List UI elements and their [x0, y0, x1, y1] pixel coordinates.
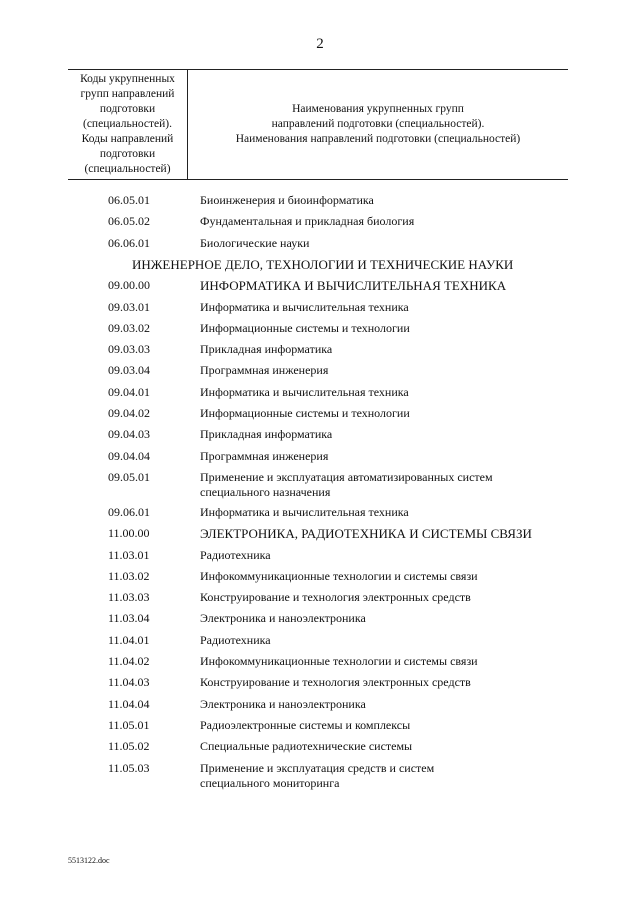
row-code: 11.00.00	[108, 526, 150, 541]
row-name	[200, 548, 545, 563]
row-code: 11.03.04	[108, 611, 150, 626]
row-name-line: Фундаментальная и прикладная биология	[200, 214, 415, 229]
row-name	[200, 505, 545, 520]
header-name-line: направлений подготовки (специальностей).	[271, 118, 485, 130]
row-name-line: Информационные системы и технологии	[200, 320, 410, 335]
row-name-line: ИНЖЕНЕРНОЕ ДЕЛО, ТЕХНОЛОГИИ И ТЕХНИЧЕСКИЕ НАУКИ	[132, 256, 514, 272]
row-name-line: Конструирование и технология электронных средств	[200, 590, 471, 605]
row-name	[200, 300, 545, 315]
row-code: 11.05.03	[108, 760, 150, 775]
row-code: 09.04.01	[108, 384, 150, 399]
row-name	[200, 321, 545, 336]
header-code-line: подготовки	[99, 148, 156, 160]
row-name	[200, 526, 545, 541]
row-name-line: Радиоэлектронные системы и комплексы	[200, 717, 411, 732]
row-name-line: Прикладная информатика	[200, 342, 333, 357]
row-name-line: специального мониторинга	[200, 775, 340, 790]
row-code: 09.05.01	[108, 469, 150, 484]
row-code: 11.05.01	[108, 717, 150, 732]
header-code-line: Коды укрупненных	[80, 73, 175, 85]
row-code: 11.04.02	[108, 654, 150, 668]
row-name	[200, 406, 545, 421]
footer-filename: 5513122.doc	[68, 856, 110, 865]
header-code-line: групп направлений	[80, 88, 175, 100]
row-name-line: Электроника и наноэлектроника	[200, 696, 366, 711]
header-name-line: Наименования укрупненных групп	[292, 103, 464, 115]
row-name-line: Конструирование и технология электронных средств	[200, 675, 471, 690]
row-name	[200, 654, 545, 669]
row-name	[200, 633, 545, 648]
header-code-column	[68, 70, 188, 179]
header-code-line: (специальностей)	[84, 163, 171, 175]
row-name-line: Инфокоммуникационные технологии и системы связи	[200, 654, 478, 668]
row-code: 09.06.01	[108, 504, 150, 519]
row-name	[200, 236, 545, 251]
header-code-line: (специальностей).	[83, 118, 172, 130]
header-code-line: Коды направлений	[81, 133, 174, 145]
row-code: 06.05.02	[108, 214, 150, 229]
row-code: 11.04.01	[108, 632, 150, 647]
row-name-line: Информатика и вычислительная техника	[200, 384, 409, 399]
row-name-line: Прикладная информатика	[200, 427, 333, 442]
page-number: 2	[316, 36, 324, 52]
row-code: 09.03.02	[108, 320, 150, 335]
row-code: 11.04.04	[108, 696, 150, 711]
row-code: 11.03.01	[108, 547, 150, 562]
row-name-line: Биоинженерия и биоинформатика	[200, 193, 374, 207]
row-code: 06.06.01	[108, 235, 150, 250]
row-name-line: Биологические науки	[200, 235, 310, 250]
row-name	[200, 675, 545, 690]
row-code: 09.04.02	[108, 406, 150, 420]
row-name	[200, 193, 545, 208]
row-name-line: Информационные системы и технологии	[200, 406, 410, 420]
row-name	[200, 278, 545, 293]
row-name	[200, 569, 545, 584]
row-name-line: Информатика и вычислительная техника	[200, 504, 409, 519]
row-name-line: Применение и эксплуатация средств и систем	[200, 760, 435, 775]
row-name	[200, 739, 545, 754]
row-name	[200, 427, 545, 442]
row-name-line: Программная инженерия	[200, 363, 329, 378]
row-code: 09.04.03	[108, 427, 150, 442]
table-header	[68, 69, 568, 180]
row-code: 06.05.01	[108, 193, 150, 207]
header-name-line: Наименования направлений подготовки (специальностей)	[235, 133, 521, 145]
row-name	[200, 697, 545, 712]
row-code: 11.04.03	[108, 675, 150, 690]
row-name-line: специального назначения	[200, 484, 331, 499]
row-code: 09.03.04	[108, 363, 150, 378]
row-name	[200, 363, 545, 378]
row-name-line: Радиотехника	[200, 547, 271, 562]
row-name	[200, 718, 545, 733]
row-name-line: Электроника и наноэлектроника	[200, 611, 366, 626]
row-name-line: Программная инженерия	[200, 448, 329, 463]
row-name	[200, 214, 545, 229]
row-name	[200, 342, 545, 357]
row-name-line: ЭЛЕКТРОНИКА, РАДИОТЕХНИКА И СИСТЕМЫ СВЯЗИ	[200, 526, 532, 542]
row-code: 11.05.02	[108, 739, 150, 754]
row-name	[200, 470, 545, 500]
row-code: 09.03.03	[108, 342, 150, 357]
row-name-line: Информатика и вычислительная техника	[200, 299, 409, 314]
row-name-line: ИНФОРМАТИКА И ВЫЧИСЛИТЕЛЬНАЯ ТЕХНИКА	[200, 278, 507, 294]
row-code: 09.00.00	[108, 278, 150, 293]
row-name	[200, 449, 545, 464]
row-code: 11.03.02	[108, 568, 150, 583]
header-name-column	[188, 70, 568, 179]
row-name-line: Применение и эксплуатация автоматизированных систем	[200, 469, 493, 484]
row-name	[200, 611, 545, 626]
row-name-line: Инфокоммуникационные технологии и системы связи	[200, 568, 478, 583]
row-code: 09.03.01	[108, 299, 150, 314]
row-name	[200, 385, 545, 400]
row-code: 11.03.03	[108, 590, 150, 605]
row-name-line: Специальные радиотехнические системы	[200, 739, 413, 754]
row-name	[132, 257, 552, 272]
row-name	[200, 590, 545, 605]
header-code-line: подготовки	[99, 103, 156, 115]
row-name	[200, 761, 545, 791]
row-code: 09.04.04	[108, 448, 150, 463]
row-name-line: Радиотехника	[200, 632, 271, 647]
